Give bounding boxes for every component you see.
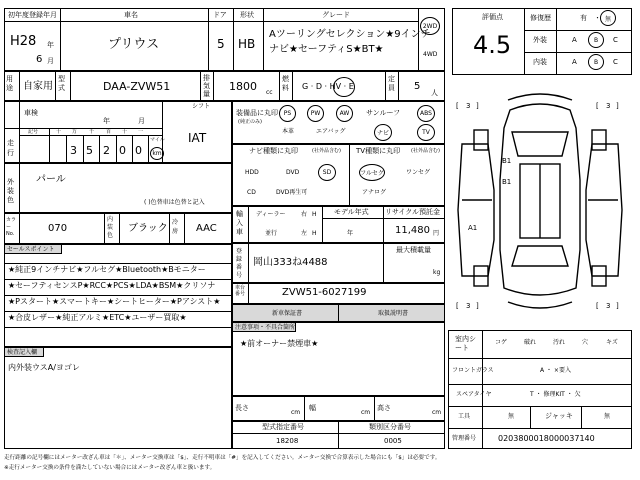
model-year-unit: 年 (347, 230, 354, 237)
repair-no: 無 (600, 10, 616, 26)
import-parallel: 並行 (265, 230, 278, 237)
svg-text:[: [ (596, 302, 599, 310)
exterior-grade-c: C (613, 36, 618, 44)
mgmt-label: 管理番号 (452, 435, 477, 442)
car-damage-diagram (448, 80, 632, 326)
type-cert-label: 型式指定番号 (262, 423, 304, 431)
exterior-grade-b: B (588, 32, 604, 48)
reg-era: H28 (10, 34, 37, 49)
interior-grade-c: C (613, 58, 618, 66)
windshield-label: フロントガラス (452, 367, 494, 374)
reg-year-label: 初年度登録年月 (8, 11, 57, 19)
recycle-unit: 円 (433, 230, 440, 237)
exterior-color-label: 外装色 (7, 178, 14, 204)
dimensions-block (232, 396, 445, 421)
svg-text:3: 3 (606, 302, 611, 310)
equip-aw: AW (336, 105, 353, 122)
svg-text:[: [ (456, 102, 459, 110)
car-name: プリウス (108, 37, 160, 52)
svg-text:]: ] (616, 102, 619, 110)
chassis: ZVW51-6027199 (282, 287, 367, 298)
inspection-year: 年 (103, 117, 110, 125)
digit-header-6: 一 (138, 129, 144, 135)
equip-abs: ABS (417, 105, 435, 122)
shift: IAT (188, 131, 207, 145)
eval-label: 評価点 (482, 13, 503, 21)
sales-points-label: セールスポイント (4, 244, 62, 254)
navi-dvd: DVD (286, 169, 300, 176)
sheet-item: 汚れ (553, 339, 566, 346)
body-label: 形状 (240, 11, 254, 19)
doors: 5 (217, 37, 225, 51)
navi-dvd-play: DVD再生可 (276, 189, 308, 196)
ac-label: 冷房 (172, 219, 179, 235)
navi-type-note: (社外品含む) (312, 148, 341, 154)
svg-text:[: [ (456, 302, 459, 310)
fuel-selected-circle (333, 77, 355, 97)
navi-cd: CD (247, 189, 256, 196)
color-note: ( )色替車は色替と記入 (144, 199, 205, 206)
digit-header-5: 十 (122, 129, 128, 135)
displacement-unit: cc (266, 89, 273, 96)
windshield: A ・ ×要入 (540, 367, 571, 374)
repair-label: 修復歴 (530, 14, 551, 22)
sales-point-line: ★純正9インチナビ★フルセグ★Bluetooth★Bモニター (8, 265, 206, 274)
sheet-item: コゲ (495, 339, 508, 346)
inspector-label: 検査記入欄 (4, 347, 44, 357)
svg-text:]: ] (476, 102, 479, 110)
tv-fullseg: フルセグ (359, 164, 385, 181)
usage: 自家用 (23, 81, 53, 92)
digit-header-4: 百 (106, 129, 112, 135)
digit-header-3: 千 (89, 129, 95, 135)
sales-point-line: ★セーフティセンスP★RCC★PCS★LDA★BSM★クリソナ (8, 281, 216, 290)
ac: AAC (196, 223, 217, 234)
exterior-grade-a: A (572, 36, 577, 44)
capacity-label: 定員 (388, 75, 395, 92)
import-handle-r: H (312, 211, 317, 218)
sheet-item: キズ (606, 339, 618, 346)
tv-type-note: (社外品含む) (411, 148, 440, 154)
sales-point-line: ★合皮レザー★純正アルミ★ETC★ユーザー買取★ (8, 313, 187, 322)
height-unit: cm (432, 409, 442, 416)
interior-grade-label: 内装 (533, 58, 547, 66)
color-code-label: カラーNo. (6, 217, 17, 237)
max-load-unit: kg (433, 269, 441, 276)
category-label: 類別区分番号 (369, 423, 411, 431)
damage-mark: B1 (502, 157, 512, 165)
unit-mile: マイル (150, 137, 165, 143)
svg-text:3: 3 (466, 302, 471, 310)
equip-ps: PS (279, 105, 296, 122)
spare: T ・ 修理KIT ・ 欠 (530, 391, 581, 398)
repair-yes: 有 (580, 14, 587, 22)
jack: 無 (604, 413, 611, 420)
navi-sd: SD (318, 164, 336, 181)
inspection-label: 車検 (24, 109, 38, 117)
interior-grade-b: B (588, 54, 604, 70)
equip-leather: 本革 (282, 128, 295, 135)
tools-label: 工具 (458, 413, 471, 420)
reg-number: 岡山333ね4488 (253, 257, 328, 268)
fuel-options: G · D · HV · E (302, 82, 354, 91)
import-dealer: ディーラー (256, 211, 286, 218)
svg-text:]: ] (616, 302, 619, 310)
notes-label: 注意事項・不具合箇所 (232, 322, 296, 332)
import-label: 輸入車 (236, 210, 243, 236)
footer-line1: 走行距離の記号欄にはメーター改ざん車は「＊」、メーター交換車は「$」、走行不明車は「#」を記入してください。メーター交換で合算表示した場合にも「$」は必要です。 (4, 455, 441, 461)
svg-text:3: 3 (606, 102, 611, 110)
mileage-digit-2: 2 (103, 144, 110, 157)
equipment-title: 装備品に丸印 (236, 109, 278, 117)
drive-4wd: 4WD (423, 51, 438, 58)
sales-point-line: ★Pスタート★スマートキー★シートヒーター★Pアシスト★ (8, 297, 221, 306)
damage-mark: B1 (502, 178, 512, 186)
interior-sheet-label: 室内シート (455, 335, 476, 352)
exterior-grade-label: 外装 (533, 36, 547, 44)
recycle-label: リサイクル預託金 (385, 208, 441, 216)
eval-score: 4.5 (473, 31, 512, 59)
equip-airbag: エアバッグ (316, 128, 346, 135)
jack-label: ジャッキ (545, 412, 573, 420)
recycle-amount: 11,480 (395, 225, 430, 236)
reg-number-label: 登録番号 (236, 248, 243, 279)
grade-label: グレード (322, 11, 350, 19)
type-cert: 18208 (276, 437, 299, 445)
tv-type-label: TV種類に丸印 (356, 147, 401, 155)
drive-2wd: 2WD (420, 17, 440, 35)
equip-navi: ナビ (374, 124, 392, 141)
interior-color: ブラック (128, 223, 168, 234)
import-right: 右 (301, 211, 308, 218)
navi-type-label: ナビ種類に丸印 (249, 147, 298, 155)
model: DAA-ZVW51 (103, 80, 171, 93)
doors-label: ドア (213, 11, 227, 19)
capacity-unit: 人 (431, 89, 438, 97)
inspection-month: 月 (138, 117, 145, 125)
import-handle-l: H (312, 230, 317, 237)
width-unit: cm (361, 409, 371, 416)
equip-tv: TV (417, 124, 435, 141)
chassis-label: 車台番号 (235, 285, 246, 297)
inspector-text: 内外装ウスA/ヨゴレ (8, 363, 80, 372)
max-load-label: 最大積載量 (396, 246, 431, 254)
body: HB (238, 37, 256, 51)
model-label: 型式 (58, 75, 65, 92)
equip-sunroof: サンルーフ (366, 109, 401, 117)
repair-sep: ・ (594, 14, 601, 22)
mileage-digit-0: 3 (70, 144, 77, 157)
equip-pw: PW (307, 105, 324, 122)
damage-mark: A1 (468, 224, 478, 232)
length-label: 長さ (235, 404, 249, 412)
reg-month: 6 (36, 54, 43, 65)
reg-year-unit: 年 (47, 41, 54, 49)
height-label: 高さ (377, 404, 391, 412)
grade-line2: ナビ★セーフティS★BT★ (269, 44, 384, 55)
usage-label: 用途 (6, 75, 13, 92)
car-name-label: 車名 (124, 11, 138, 19)
displacement-label: 排気量 (203, 74, 210, 98)
model-year-label: モデル年式 (334, 208, 369, 216)
new-warranty: 新車保証書 (272, 310, 303, 317)
exterior-color: パール (36, 174, 66, 185)
footer-line2: ※走行メーター交換の条件を満たしていない場合にはメーター改ざん車と扱います。 (4, 465, 216, 471)
mgmt-number: 0203800018000037140 (498, 434, 595, 443)
reg-month-unit: 月 (47, 57, 54, 65)
capacity: 5 (414, 81, 421, 92)
notes-text: ★前オーナー禁煙車★ (240, 339, 319, 348)
digit-header-0: 記号 (28, 129, 39, 135)
shift-label: シフト (192, 103, 211, 110)
category: 0005 (384, 437, 402, 445)
svg-text:[: [ (596, 102, 599, 110)
mileage-digit-1: 5 (86, 144, 93, 157)
sheet-item: 穴 (582, 339, 589, 346)
svg-text:3: 3 (466, 102, 471, 110)
width-label: 幅 (309, 404, 316, 412)
color-code: 070 (48, 223, 68, 234)
digit-header-1: 十 (56, 129, 62, 135)
grade-line1: Aツーリングセレクション★9インチ (269, 29, 431, 40)
interior-grade-a: A (572, 58, 577, 66)
mileage-digit-4: 0 (135, 144, 142, 157)
fuel-label: 燃料 (282, 75, 289, 92)
displacement: 1800 (229, 80, 257, 93)
manual: 取扱説明書 (378, 310, 409, 317)
notes-block (232, 322, 445, 396)
tv-analog: アナログ (362, 189, 387, 196)
mileage-label: 走行 (7, 139, 14, 157)
equipment-subtitle: (純正のみ) (238, 119, 262, 125)
spare-label: スペアタイヤ (456, 391, 492, 398)
sheet-item: 破れ (524, 339, 537, 346)
tv-oneseg: ワンセグ (406, 169, 431, 176)
mileage-digit-3: 0 (119, 144, 126, 157)
interior-color-label: 内装色 (107, 216, 114, 239)
tools: 無 (508, 413, 515, 420)
length-unit: cm (291, 409, 301, 416)
svg-text:]: ] (476, 302, 479, 310)
digit-header-2: 万 (72, 129, 78, 135)
unit-km: km (150, 147, 164, 160)
import-left: 左 (301, 230, 308, 237)
navi-hdd: HDD (245, 169, 259, 176)
